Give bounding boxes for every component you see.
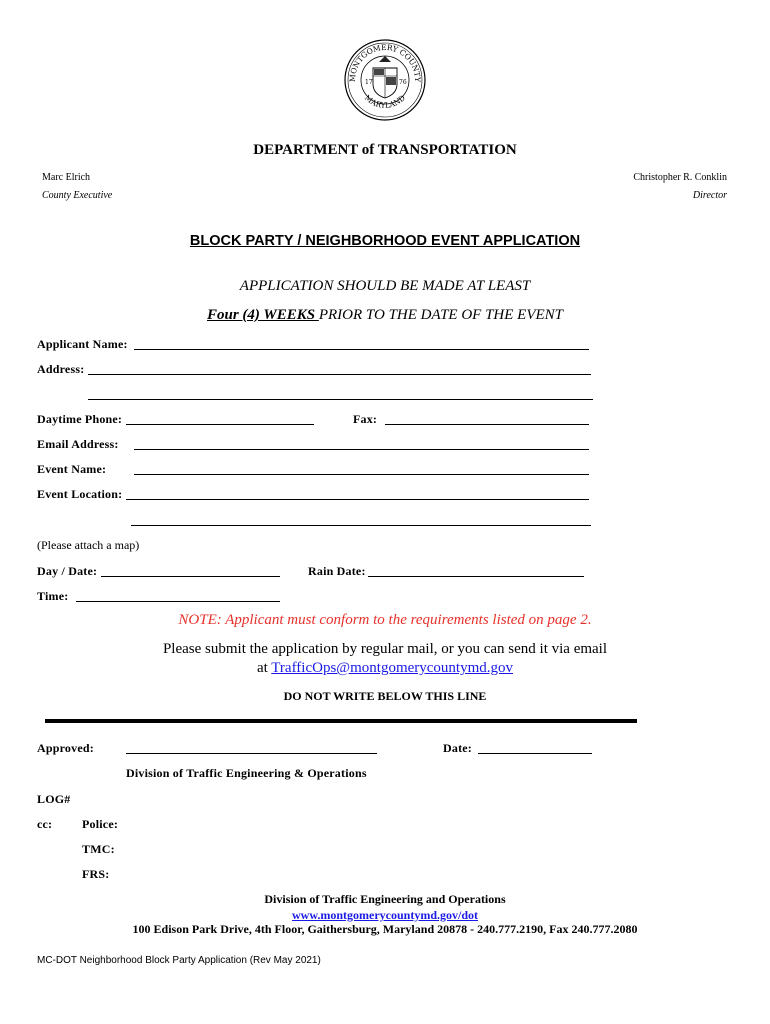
rain-date-field[interactable] xyxy=(368,576,584,577)
log-number-label: LOG# xyxy=(37,792,71,806)
event-name-field[interactable] xyxy=(134,474,589,475)
day-date-label: Day / Date: xyxy=(37,564,98,578)
requirements-note: NOTE: Applicant must conform to the requirements listed on page 2. xyxy=(178,612,592,628)
seal-crest-icon xyxy=(379,56,391,62)
division-label: Division of Traffic Engineering & Operations xyxy=(126,766,367,780)
director-title: Director xyxy=(692,190,727,201)
police-label: Police: xyxy=(82,817,119,831)
applicant-name-field[interactable] xyxy=(134,349,589,350)
form-revision: MC-DOT Neighborhood Block Party Application (Rev May 2021) xyxy=(37,955,321,966)
department-heading: DEPARTMENT of TRANSPORTATION xyxy=(253,142,517,158)
footer-division: Division of Traffic Engineering and Operations xyxy=(264,892,506,906)
fax-field[interactable] xyxy=(385,424,589,425)
applicant-name-label: Applicant Name: xyxy=(37,337,128,351)
email-address-label: Email Address: xyxy=(37,437,119,451)
event-location-field[interactable] xyxy=(126,499,589,500)
rain-date-label: Rain Date: xyxy=(308,564,366,578)
time-label: Time: xyxy=(37,589,69,603)
cc-label: cc: xyxy=(37,817,53,831)
email-address-field[interactable] xyxy=(134,449,589,450)
approved-label: Approved: xyxy=(37,741,94,755)
daytime-phone-label: Daytime Phone: xyxy=(37,412,123,426)
daytime-phone-field[interactable] xyxy=(126,424,314,425)
seal-ring-text-bottom: MARYLAND xyxy=(362,93,408,110)
event-location-label: Event Location: xyxy=(37,487,123,501)
advisory-line-1: APPLICATION SHOULD BE MADE AT LEAST xyxy=(239,278,531,294)
seal-year-right: 76 xyxy=(399,79,407,86)
traffic-ops-email-link[interactable]: TrafficOps@montgomerycountymd.gov xyxy=(271,660,514,676)
advisory-line-2 xyxy=(0,307,770,324)
advisory-rest: PRIOR TO THE DATE OF THE EVENT xyxy=(318,307,564,323)
tmc-label: TMC: xyxy=(82,842,115,856)
submit-email-line xyxy=(0,660,770,677)
advisory-weeks: Four (4) WEEKS xyxy=(206,307,319,323)
county-seal xyxy=(343,38,427,122)
footer-website-line xyxy=(0,908,770,923)
director-name: Christopher R. Conklin xyxy=(633,172,727,183)
dot-website-link[interactable]: www.montgomerycountymd.gov/dot xyxy=(292,908,478,922)
address-label: Address: xyxy=(37,362,85,376)
fax-label: Fax: xyxy=(353,412,378,426)
address-field[interactable] xyxy=(88,374,591,375)
do-not-write-heading: DO NOT WRITE BELOW THIS LINE xyxy=(283,689,487,703)
office-date-label: Date: xyxy=(443,741,472,755)
approved-field[interactable] xyxy=(126,753,377,754)
footer-address: 100 Edison Park Drive, 4th Floor, Gaithersburg, Maryland 20878 - 240.777.2190, Fax 240.777.2080 xyxy=(132,922,638,936)
submit-instructions: Please submit the application by regular mail, or you can send it via email xyxy=(162,641,608,657)
event-name-label: Event Name: xyxy=(37,462,107,476)
application-title: BLOCK PARTY / NEIGHBORHOOD EVENT APPLICATION xyxy=(189,233,581,249)
office-date-field[interactable] xyxy=(478,753,592,754)
seal-ring-text-top: MONTGOMERY COUNTY xyxy=(347,42,423,83)
office-use-divider xyxy=(45,719,637,723)
frs-label: FRS: xyxy=(82,867,110,881)
seal-year-left: 17 xyxy=(365,79,373,86)
event-location-field-line-2[interactable] xyxy=(131,525,591,526)
address-field-line-2[interactable] xyxy=(88,399,593,400)
executive-title: County Executive xyxy=(42,190,113,201)
time-field[interactable] xyxy=(76,601,280,602)
executive-name: Marc Elrich xyxy=(42,172,91,183)
submit-at: at xyxy=(256,660,272,676)
map-note: (Please attach a map) xyxy=(37,538,140,552)
day-date-field[interactable] xyxy=(101,576,280,577)
